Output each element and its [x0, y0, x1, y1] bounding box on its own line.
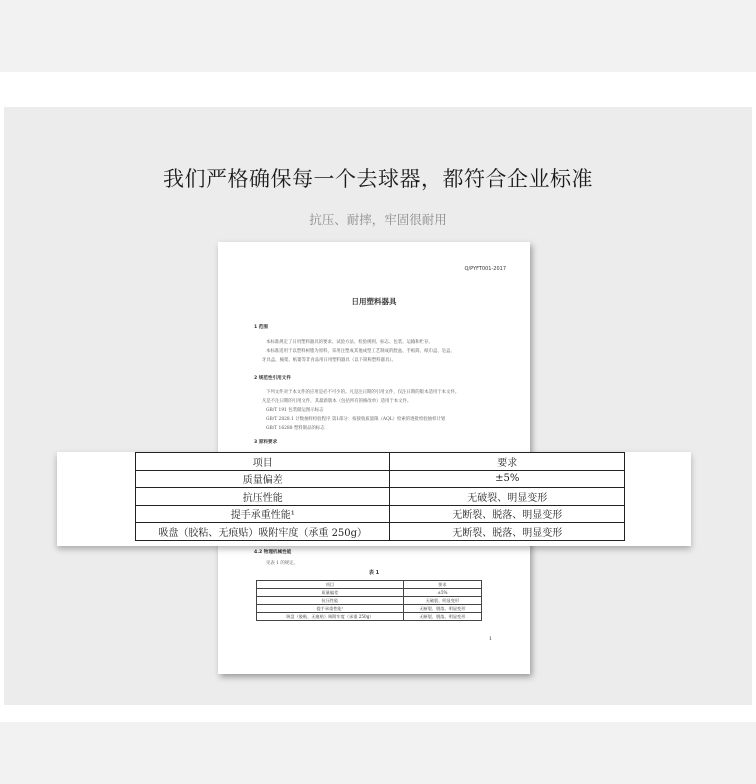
section-text-line: 本标准适用于以塑料树脂为原料，采用注塑成其他成型工艺制成的脸盆、手纸筒、纸巾盒、皂盒、 — [266, 349, 455, 354]
table-row — [136, 488, 625, 506]
table-caption: 表 1 — [368, 570, 380, 576]
section-text-line: 见表 1 的规定。 — [266, 561, 298, 566]
table-cell: 抗压性能 — [136, 488, 390, 506]
table-row — [257, 581, 482, 589]
table-cell: 无断裂、脱落、明显变形 — [390, 523, 625, 541]
table-cell: 无断裂、脱落、明显变形 — [403, 605, 481, 613]
section-heading: 3 原料要求 — [254, 440, 278, 445]
table-cell: 无破裂、明显变形 — [390, 488, 625, 506]
table-cell: 质量偏差 — [257, 589, 404, 597]
section-text-line: 牙具盒、桶架、纸篓等非食品用日用塑料器具（以下简称塑料器具）。 — [262, 358, 396, 363]
table-row — [257, 605, 482, 613]
table-cell: ±5% — [403, 589, 481, 597]
white-gap — [0, 72, 756, 107]
mini-spec-table — [256, 580, 482, 621]
section-heading: 4.2 物理机械性能 — [254, 550, 292, 555]
document-code: Q/PYFT001-2017 — [464, 266, 506, 272]
page-number: 1 — [488, 636, 492, 642]
table-cell: 提手承重性能¹ — [136, 505, 390, 523]
section-heading: 1 范围 — [254, 325, 268, 330]
magnified-table-strip — [57, 452, 691, 546]
table-cell: 吸盘（胶粘、无痕贴）吸附牢度（承重 250g） — [257, 613, 404, 621]
table-cell: 无断裂、脱落、明显变形 — [390, 505, 625, 523]
table-row — [257, 613, 482, 621]
subline: 抗压、耐摔，牢固很耐用 — [309, 212, 447, 227]
table-cell: 无断裂、脱落、明显变形 — [403, 613, 481, 621]
table-row — [136, 523, 625, 541]
headline: 我们严格确保每一个去球器，都符合企业标准 — [163, 167, 593, 191]
table-row — [257, 589, 482, 597]
top-band — [0, 0, 756, 72]
section-text-line: 下列文件对于本文件的应用是必不可少的。凡是注日期的引用文件，仅注日期的版本适用于本文件。 — [266, 390, 460, 395]
table-header-cell: 要求 — [390, 453, 625, 471]
section-text-line: 本标准规定了日用塑料器具的要求、试验方法、检验规则、标志、包装、运输和贮存。 — [266, 340, 433, 345]
table-header-cell: 要求 — [403, 581, 481, 589]
table-cell: 抗压性能 — [257, 597, 404, 605]
table-cell: 吸盘（胶粘、无痕贴）吸附牢度（承重 250g） — [136, 523, 390, 541]
table-row — [136, 453, 625, 471]
section-text-line: GB/T 191 包装储运图示标志 — [266, 408, 324, 413]
bottom-band — [0, 722, 756, 784]
table-cell: 无破裂、明显变形 — [403, 597, 481, 605]
section-text-line: GB/T 2828.1 计数抽样检验程序 第1部分：按接收质量限（AQL）检索的逐批检验抽样计划 — [266, 417, 446, 422]
spec-table — [135, 452, 625, 541]
section-heading: 2 规范性引用文件 — [254, 376, 291, 381]
table-row — [136, 470, 625, 488]
table-row — [257, 597, 482, 605]
table-row — [136, 505, 625, 523]
table-header-cell: 项目 — [136, 453, 390, 471]
section-text-line: GB/T 16288 塑料制品的标志 — [266, 426, 325, 431]
document-title: 日用塑料器具 — [351, 297, 397, 306]
table-cell: ±5% — [390, 470, 625, 488]
section-text-line: 凡是不注日期的引用文件，其最新版本（包括所有的修改单）适用于本文件。 — [262, 399, 412, 404]
table-cell: 质量偏差 — [136, 470, 390, 488]
table-cell: 提手承重性能¹ — [257, 605, 404, 613]
table-header-cell: 项目 — [257, 581, 404, 589]
